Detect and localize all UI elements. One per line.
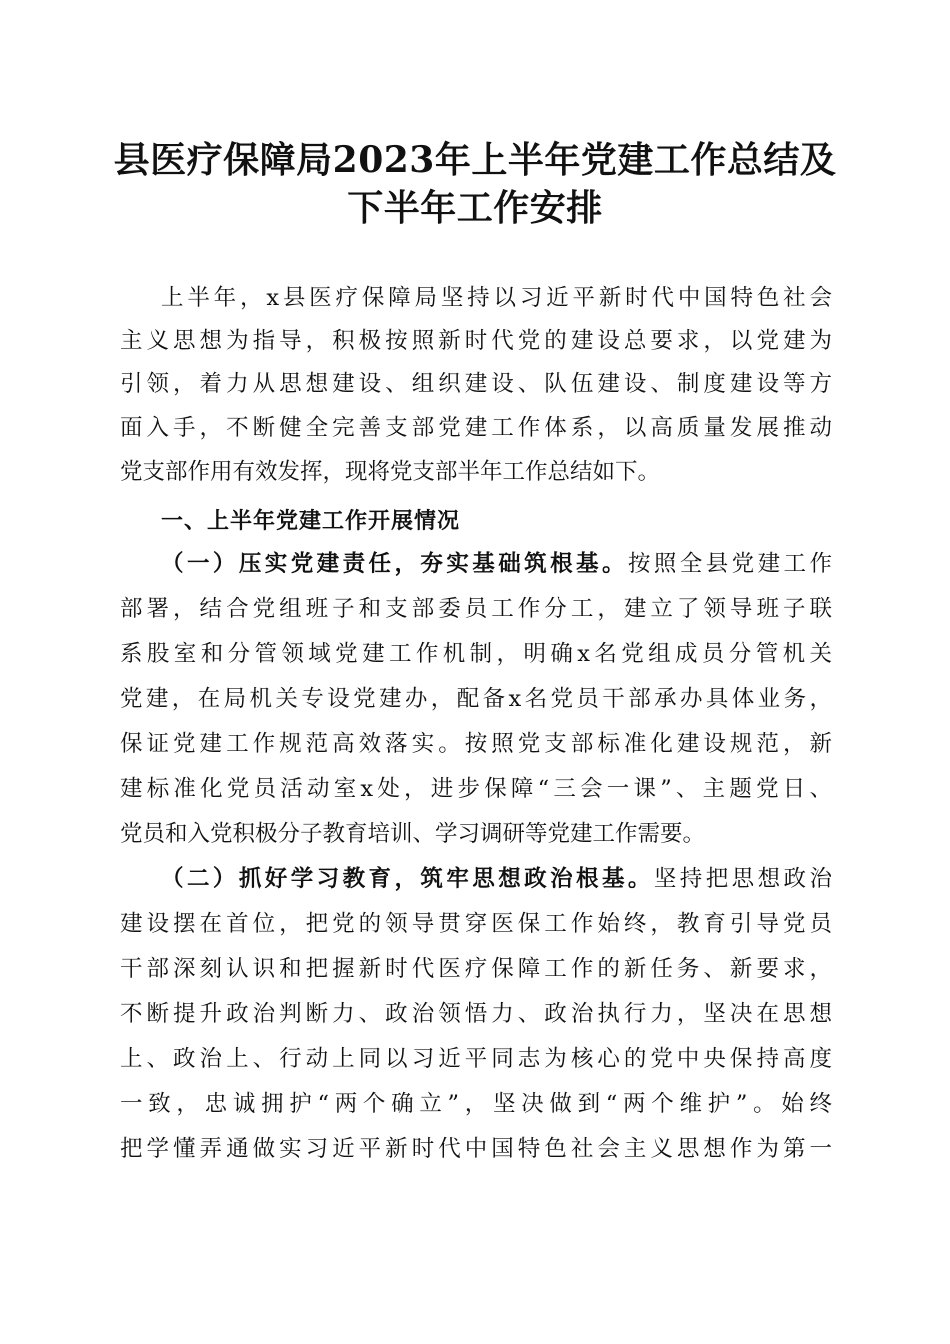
- para-1-line-5: 保证党建工作规范高效落实。按照党支部标准化建设规范，新: [120, 731, 832, 757]
- para-1-lead: （一）压实党建责任，夯实基础筑根基。: [161, 551, 628, 577]
- para-2-line-3: 干部深刻认识和把握新时代医疗保障工作的新任务、新要求，: [120, 956, 832, 982]
- para-1-first-rest: 按照全县党建工作: [627, 551, 832, 577]
- para-2-line-1: [161, 864, 832, 894]
- para-2-line-5: 上、政治上、行动上同以习近平同志为核心的党中央保持高度: [120, 1046, 832, 1072]
- intro-line-4: 面入手，不断健全完善支部党建工作体系，以高质量发展推动: [120, 415, 832, 441]
- para-1-line-4: 党建，在局机关专设党建办，配备x名党员干部承办具体业务，: [120, 686, 832, 712]
- document-title-line-2: 下半年工作安排: [347, 187, 603, 229]
- intro-line-5: 党支部作用有效发挥，现将党支部半年工作总结如下。: [120, 459, 661, 485]
- para-2-first-rest: 坚持把思想政治: [653, 866, 832, 892]
- intro-line-2: 主义思想为指导，积极按照新时代党的建设总要求，以党建为: [120, 328, 832, 354]
- para-1-line-2: 部署，结合党组班子和支部委员工作分工，建立了领导班子联: [120, 596, 832, 622]
- para-2-line-7: 把学懂弄通做实习近平新时代中国特色社会主义思想作为第一: [120, 1136, 832, 1162]
- para-1-line-3: 系股室和分管领域党建工作机制，明确x名党组成员分管机关: [120, 641, 832, 667]
- para-2-line-2: 建设摆在首位，把党的领导贯穿医保工作始终，教育引导党员: [120, 911, 832, 937]
- section-1-heading: 一、上半年党建工作开展情况: [161, 509, 461, 534]
- para-1-line-1: [161, 549, 832, 579]
- document-title-line-1: 县医疗保障局2023年上半年党建工作总结及: [113, 139, 837, 181]
- para-1-line-6: 建标准化党员活动室x处，进步保障“三会一课”、主题党日、: [120, 776, 832, 802]
- intro-line-1: 上半年，x县医疗保障局坚持以习近平新时代中国特色社会: [161, 285, 832, 311]
- para-2-lead: （二）抓好学习教育，筑牢思想政治根基。: [161, 866, 654, 892]
- intro-line-3: 引领，着力从思想建设、组织建设、队伍建设、制度建设等方: [120, 371, 832, 397]
- para-1-line-7: 党员和入党积极分子教育培训、学习调研等党建工作需要。: [120, 821, 706, 847]
- para-2-line-4: 不断提升政治判断力、政治领悟力、政治执行力，坚决在思想: [120, 1001, 832, 1027]
- para-2-line-6: 一致，忠诚拥护“两个确立”，坚决做到“两个维护”。始终: [120, 1091, 832, 1117]
